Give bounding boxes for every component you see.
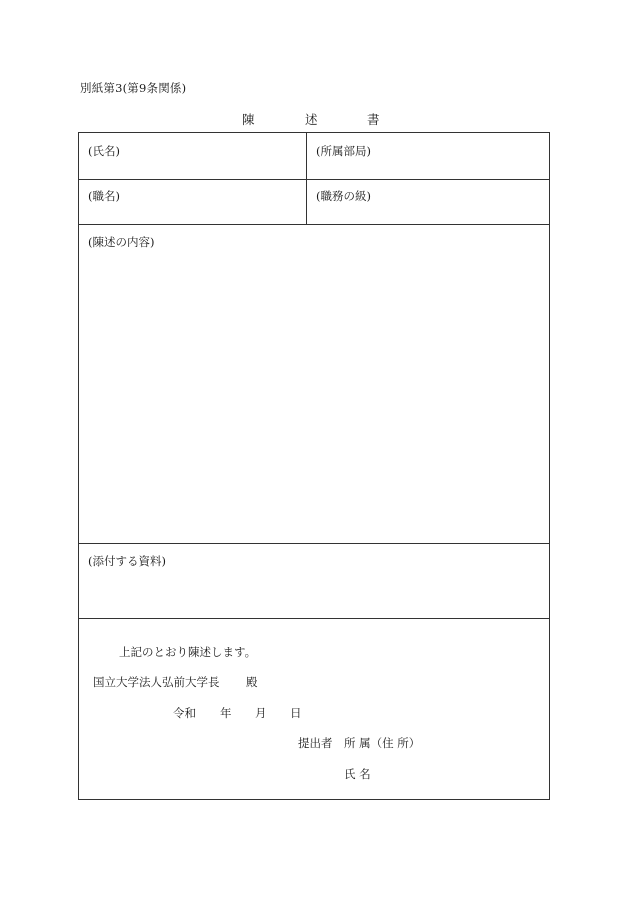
date-month-unit: 月 [255, 706, 267, 720]
statement-form [78, 132, 550, 800]
attachments-field-label: (添付する資料) [88, 554, 166, 568]
affiliation-label: 所 属（住 所） [344, 736, 421, 750]
statement-field-label: (陳述の内容) [88, 235, 155, 249]
title-char-1: 陳 [242, 112, 255, 127]
submitter-name-label: 氏 名 [344, 767, 371, 781]
title-char-2: 述 [305, 112, 318, 127]
row-divider-1 [79, 179, 549, 180]
honorific: 殿 [246, 675, 258, 689]
title-char-3: 書 [367, 112, 380, 127]
name-field-label: (氏名) [88, 144, 120, 158]
department-field-label: (所属部局) [316, 144, 371, 158]
row-divider-3 [79, 543, 549, 544]
document-title [0, 110, 630, 126]
row-divider-2 [79, 224, 549, 225]
job-title-field-label: (職名) [88, 189, 120, 203]
submitter-label: 提出者 [298, 736, 333, 750]
addressee: 国立大学法人弘前大学長 [93, 675, 220, 689]
declaration-text: 上記のとおり陳述します。 [119, 645, 257, 659]
grade-field-label: (職務の級) [316, 189, 371, 203]
date-day-unit: 日 [290, 706, 302, 720]
date-year-unit: 年 [220, 706, 232, 720]
document-reference: 別紙第3(第9条関係) [80, 81, 187, 95]
row-divider-4 [79, 618, 549, 619]
date-era: 令和 [173, 706, 196, 720]
column-divider [306, 133, 307, 224]
